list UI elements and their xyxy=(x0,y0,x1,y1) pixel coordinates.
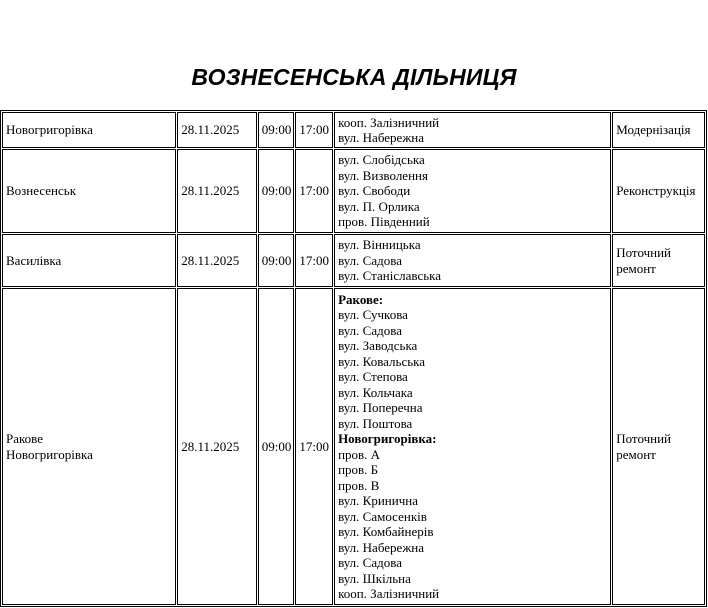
work-type-label: Модернізація xyxy=(616,122,691,138)
table-row xyxy=(2,234,705,287)
end-time-cell: 17:00 xyxy=(295,288,333,605)
address-item: вул. Визволення xyxy=(338,167,428,183)
address-item: пров. Б xyxy=(338,462,379,477)
address-item: вул. Станіславська xyxy=(338,268,442,284)
start-time-cell: 09:00 xyxy=(258,112,295,148)
address-item: вул. Поперечна xyxy=(338,400,423,415)
date-cell: 28.11.2025 xyxy=(177,149,256,233)
addresses-cell xyxy=(334,149,611,233)
settlement-cell xyxy=(2,149,176,233)
address-item: вул. Самосенків xyxy=(338,508,427,524)
address-item: вул. Садова xyxy=(338,322,402,338)
address-item: вул. Сучкова xyxy=(338,307,408,322)
settlement-cell xyxy=(2,234,176,287)
end-time-cell: 17:00 xyxy=(295,234,333,287)
address-item: вул. Садова xyxy=(338,252,402,268)
addresses-cell xyxy=(334,234,611,287)
address-item: пров. Південний xyxy=(338,214,430,230)
settlement-name: Вознесенськ xyxy=(6,183,77,199)
work-type-cell xyxy=(612,112,705,148)
work-type-cell xyxy=(612,149,705,233)
address-item: вул. Шкільна xyxy=(338,570,411,586)
end-time-cell: 17:00 xyxy=(295,149,333,233)
start-time-cell: 09:00 xyxy=(258,234,295,287)
table-row xyxy=(2,112,705,148)
address-item: вул. Кринична xyxy=(338,493,418,508)
page-title: ВОЗНЕСЕНСЬКА ДІЛЬНИЦЯ xyxy=(191,64,517,90)
date-cell: 28.11.2025 xyxy=(177,112,256,148)
address-item: вул. Вінницька xyxy=(338,237,421,253)
end-time-cell: 17:00 xyxy=(295,112,333,148)
address-group-heading: Ракове: xyxy=(338,291,384,307)
addresses-cell xyxy=(334,288,611,605)
address-group-heading: Новогригорівка: xyxy=(338,431,437,446)
address-item: вул. Слобідська xyxy=(338,152,425,168)
address-item: вул. Набережна xyxy=(338,130,425,145)
settlement-name: Новогригорівка xyxy=(6,446,93,462)
address-item: пров. А xyxy=(338,446,381,462)
start-time-cell: 09:00 xyxy=(258,149,295,233)
address-item: вул. Набережна xyxy=(338,539,425,555)
address-item: вул. Кольчака xyxy=(338,384,413,400)
work-type-cell xyxy=(612,234,705,287)
address-item: вул. П. Орлика xyxy=(338,198,420,214)
table-body xyxy=(2,112,705,605)
settlement-cell xyxy=(2,112,176,148)
address-item: пров. В xyxy=(338,477,380,493)
address-item: кооп. Залізничний xyxy=(338,114,440,130)
address-item: вул. Степова xyxy=(338,369,408,384)
table-row xyxy=(2,288,705,605)
start-time-cell: 09:00 xyxy=(258,288,295,605)
outage-schedule-table xyxy=(0,110,707,607)
address-item: вул. Свободи xyxy=(338,183,411,199)
settlement-name: Василівка xyxy=(6,252,62,268)
address-item: вул. Поштова xyxy=(338,415,413,431)
settlement-name: Ракове xyxy=(6,431,43,446)
date-cell: 28.11.2025 xyxy=(177,288,256,605)
address-item: вул. Ковальська xyxy=(338,353,426,369)
date-cell: 28.11.2025 xyxy=(177,234,256,287)
address-item: кооп. Залізничний xyxy=(338,586,440,601)
work-type-label: Реконструкція xyxy=(616,183,696,199)
settlement-name: Новогригорівка xyxy=(6,122,93,138)
table-row xyxy=(2,149,705,233)
settlement-cell xyxy=(2,288,176,605)
work-type-label: Поточний ремонт xyxy=(616,431,672,462)
address-item: вул. Комбайнерів xyxy=(338,524,434,539)
work-type-label: Поточний ремонт xyxy=(616,245,672,276)
addresses-cell xyxy=(334,112,611,148)
address-item: вул. Заводська xyxy=(338,338,418,353)
address-item: вул. Садова xyxy=(338,555,402,570)
work-type-cell xyxy=(612,288,705,605)
